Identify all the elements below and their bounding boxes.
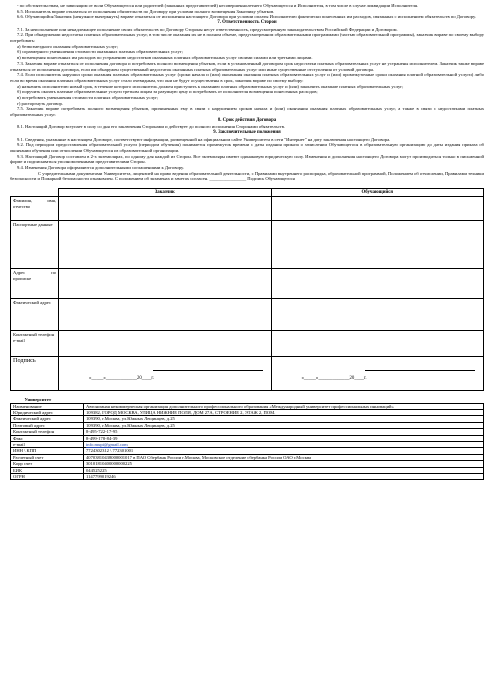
parties-header-row [11, 189, 484, 197]
university-field-label: ОГРН [11, 474, 84, 480]
university-field-label: e-mail [11, 442, 84, 448]
university-field-label: Расчетный счет [11, 454, 84, 460]
student-date-line: «_____»_____________20____г. [301, 376, 367, 382]
student-reg-address-field[interactable] [271, 269, 484, 299]
section-8-heading: 8. Срок действия Договора [217, 117, 277, 123]
university-field-value: 1147799019246 [84, 474, 484, 480]
table-row [11, 221, 484, 269]
customer-actual-address-field[interactable] [59, 299, 272, 331]
row-label-actual-address: Фактический адрес [11, 299, 59, 331]
section-7-body [10, 27, 484, 118]
customer-reg-address-field[interactable] [59, 269, 272, 299]
acknowledgement-text: С учредительными документами Университета, лицензией на право ведения образовательной деятельности, с Правилами внутреннего распорядка, образовательной программой, Положением об отчислении, Правилами техники безопасности и Пожарной безопасности ознакомлен. С положением об экзаменах и зачетах согласен. ________________ Подпись Обучающегося [10, 170, 484, 182]
section-9-body [10, 137, 484, 171]
university-field-value: 109382, ГОРОД МОСКВА, УЛИЦА НИЖНИЕ ПОЛЯ, ДОМ 27А, СТРОЕНИЕ 2, ЭТАЖ 2, ПОМ. [84, 410, 484, 416]
paragraph: 6.6. Обучающийся/Заказчик (ненужное вычеркнуть) вправе отказаться от исполнения настоящего Договора при условии оплаты Исполнителю фактически понесенных им расходов, связанных с исполнением обязательств по Договору. [17, 14, 476, 20]
paragraph: 7.5. Заказчик вправе потребовать полного возмещения убытков, причиненных ему в связи с нарушением сроков начала и (или) окончания оказания платных образовательных услуг, а также в связи с недостатками платных образовательных услуг. [10, 106, 484, 118]
paragraph: в) возмещения понесенных им расходов по устранению недостатков оказанных платных образовательных услуг своими силами или третьими лицами. [17, 55, 313, 61]
university-field-value: Автономная некоммерческая организация дополнительного профессионального образования «Международный университет профессиональных инноваций» [84, 403, 484, 409]
paragraph: 8.1. Настоящий Договор вступает в силу со дня его заключения Сторонами и действует до полного исполнения Сторонами обязательств. [17, 124, 286, 130]
student-signature-line [365, 364, 475, 371]
university-field-value: 8-499-178-84-39 [84, 435, 484, 441]
paragraph: 9.1. Сведения, указанные в настоящем Договоре, соответствуют информации, размещенной на официальном сайте Университета в сети "Интернет" на дату заключения настоящего Договора. [17, 136, 391, 142]
customer-fio-field[interactable] [59, 197, 272, 221]
section-9-heading: 9. Заключительные положения [213, 130, 281, 136]
table-row [11, 474, 484, 480]
student-actual-address-field[interactable] [271, 299, 484, 331]
paragraph: 7.4. Если исполнитель нарушил сроки оказания платных образовательных услуг (сроки начала и (или) окончания оказания платных образовательных услуг и (или) промежуточные сроки оказания платной образовательной услуги) либо если во время оказания платных образовательных услуг стало очевидным, что они не будут осуществлены в срок, заказчик вправе по своему выбору: [10, 72, 484, 83]
section-6-end [10, 3, 484, 20]
paragraph: - по обстоятельствам, не зависящим от воли Обучающегося или родителей (законных представителей) несовершеннолетнего Обучающегося и Исполнителя, в том числе в случае ликвидации Исполнителя. [17, 3, 419, 8]
paragraph: 9.2. Под периодом предоставления образовательной услуги (периодом обучения) понимается промежуток времени с даты издания приказа о зачислении Обучающегося в образовательную организацию до даты издания приказа об окончании обучения или отчислении Обучающегося из образовательной организации. [10, 142, 484, 153]
section-7-heading: 7. Ответственность Сторон [217, 20, 277, 26]
row-label-reg-address: Адрес по прописке [11, 269, 59, 299]
signature-row [11, 357, 484, 391]
paragraph: а) безвозмездного оказания образовательных услуг; [17, 43, 119, 49]
university-field-label: Фактический адрес [11, 416, 84, 422]
university-details-table [10, 397, 484, 480]
university-field-label: Почтовый адрес [11, 422, 84, 428]
paragraph: б) поручить оказать платные образовательные услуги третьим лицам за разумную цену и потребовать от исполнителя возмещения понесенных расходов; [17, 89, 318, 95]
customer-signature-line [153, 364, 263, 371]
paragraph: 7.1. За неисполнение или ненадлежащее исполнение своих обязательств по Договору Стороны несут ответственность, предусмотренную законодательством Российской Федерации и Договором. [17, 26, 398, 32]
paragraph: г) расторгнуть договор. [17, 100, 63, 106]
customer-passport-field[interactable] [59, 221, 272, 269]
university-field-value: 109390, г.Москва, ул.Южных Лещинцев, д.25 [84, 416, 484, 422]
row-label-contacts: Контактный телефон e-mail [11, 331, 59, 357]
parties-table [10, 188, 484, 391]
customer-signature-cell[interactable] [59, 357, 272, 391]
university-field-label: БИК [11, 467, 84, 473]
paragraph: а) назначить исполнителю новый срок, в течение которого исполнитель должен приступить к оказанию платных образовательных услуг и (или) закончить оказание платных образовательных услуг; [17, 83, 404, 89]
university-field-label: Контактный телефон [11, 429, 84, 435]
customer-date-line: «_____»_____________20____г. [89, 376, 155, 382]
row-label-fio: Фамилия, имя, отчество [11, 197, 59, 221]
customer-column-header: Заказчик [59, 189, 272, 197]
table-row [11, 269, 484, 299]
student-passport-field[interactable] [271, 221, 484, 269]
paragraph: 9.4. Изменения Договора оформляются дополнительными соглашениями к Договору. [17, 165, 184, 171]
student-contacts-field[interactable] [271, 331, 484, 357]
paragraph: 7.2. При обнаружении недостатка платных образовательных услуг, в том числе оказания их не в полном объеме, предусмотренном образовательными программами (частью образовательной программы), заказчик вправе по своему выбору потребовать: [10, 32, 484, 44]
table-row [11, 197, 484, 221]
university-field-value: 30101810400000000225 [84, 461, 484, 467]
university-field-label: Наименование [11, 403, 84, 409]
paragraph: 6.5. Исполнитель вправе отказаться от исполнения обязательств по Договору при условии полного возмещения Заказчику убытков. [17, 8, 275, 14]
row-label-signature: Подпись [11, 357, 59, 391]
student-column-header: Обучающийся [271, 189, 484, 197]
university-field-value: 044525225 [84, 467, 484, 473]
row-label-passport: Паспортные данные [11, 221, 59, 269]
student-fio-field[interactable] [271, 197, 484, 221]
university-email-link[interactable]: info.mupi@gmail.com [84, 442, 484, 448]
university-title: Университет [11, 397, 484, 403]
student-signature-cell[interactable] [271, 357, 484, 391]
university-field-value: 8-495-722-17-95 [84, 429, 484, 435]
university-field-label: Корр счет [11, 461, 84, 467]
table-row [11, 331, 484, 357]
table-row [11, 299, 484, 331]
paragraph: 9.3. Настоящий Договор составлен в 2-х экземплярах, по одному для каждой из Сторон. Все экземпляры имеют одинаковую юридическую силу. Изменения и дополнения настоящего Договора могут производиться только в письменной форме и подписываться уполномоченными представителями Сторон. [10, 153, 484, 165]
university-field-value: 109390, г.Москва, ул.Южных Лещинцев, д.25 [84, 422, 484, 428]
university-field-label: Юридический адрес [11, 410, 84, 416]
university-field-value: 7724302312 \ 772301001 [84, 448, 484, 454]
university-field-label: ИНН \ КПП [11, 448, 84, 454]
university-field-label: Факс [11, 435, 84, 441]
paragraph: б) соразмерного уменьшения стоимости оказанных платных образовательных услуг; [17, 49, 183, 55]
customer-contacts-field[interactable] [59, 331, 272, 357]
paragraph: 7.3. Заказчик вправе отказаться от исполнения договора и потребовать полного возмещения убытков, если в установленный договором срок недостатки платных образовательных услуг не устранены исполнителем. Заказчик также вправе отказаться от исполнения договора, если им обнаружен существенный недостаток оказанных платных образовательных услуг или иные существенные отступления от условий договора. [10, 60, 484, 72]
contract-page [10, 0, 484, 480]
paragraph: в) потребовать уменьшения стоимости платных образовательных услуг; [17, 95, 159, 101]
university-field-value: 40703810438000001017 в ПАО Сбербанк России г.Москва, Московское отделение сбербанка России ОАО г.Москва [84, 454, 484, 460]
